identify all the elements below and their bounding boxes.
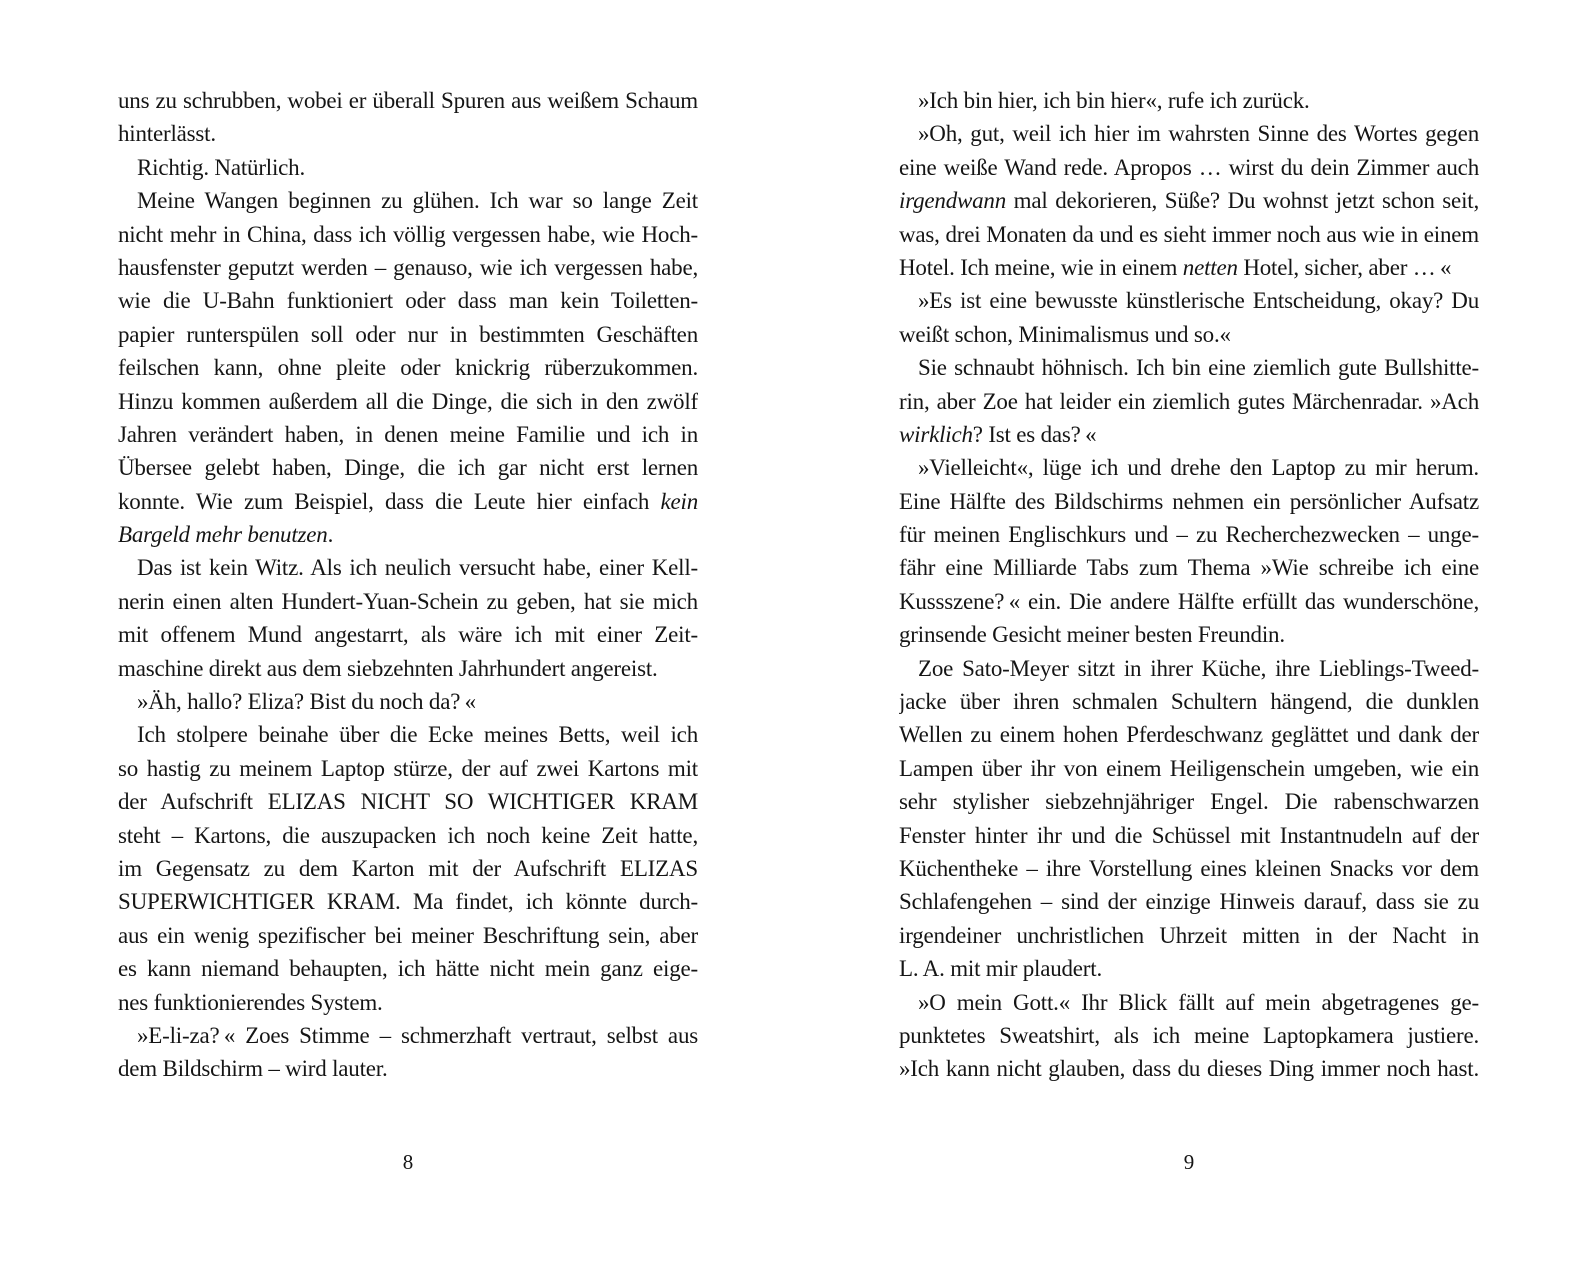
text-line: maschine direkt aus dem siebzehnten Jahrhundert angereist. [118,655,658,681]
text-line: Übersee gelebt haben, Dinge, die ich gar nicht erst lernen [118,455,698,481]
text-line: weißt schon, Minimalismus und so.« [899,321,1231,347]
text-line: feilschen kann, ohne pleite oder knickrig rüberzukommen. [118,355,698,381]
text-line: hinterlässt. [118,121,216,147]
text-line: für meinen Englischkurs und – zu Recherchezwecken – unge- [899,522,1479,548]
text-line: was, drei Monaten da und es sieht immer noch aus wie in einem [899,221,1479,247]
text-line: Kussszene? « ein. Die andere Hälfte erfüllt das wunderschöne, [899,588,1479,614]
right-page-number: 9 [1183,1150,1195,1174]
text-line: »Äh, hallo? Eliza? Bist du noch da? « [137,689,476,715]
text-line: konnte. Wie zum Beispiel, dass die Leute hier einfach kein [118,488,698,514]
text-line: rin, aber Zoe hat leider ein ziemlich gutes Märchenradar. »Ach [899,388,1479,414]
text-line: jacke über ihren schmalen Schultern hängend, die dunklen [899,689,1479,715]
text-line: Richtig. Natürlich. [137,154,306,180]
text-line: aus ein wenig spezifischer bei meiner Beschriftung sein, aber [118,922,698,948]
text-line: sehr stylisher siebzehnjähriger Engel. Die rabenschwarzen [899,789,1479,815]
text-line: Zoe Sato-Meyer sitzt in ihrer Küche, ihre Lieblings-Tweed- [918,655,1479,681]
text-line: uns zu schrubben, wobei er überall Spuren aus weißem Schaum [118,88,698,113]
text-line: Fenster hinter ihr und die Schüssel mit Instantnudeln auf der [899,822,1479,848]
text-line: Das ist kein Witz. Als ich neulich versucht habe, einer Kell- [137,555,698,581]
text-line: »E-li-za? « Zoes Stimme – schmerzhaft vertraut, selbst aus [137,1022,698,1048]
text-line: Hotel. Ich meine, wie in einem netten Hotel, sicher, aber … « [899,254,1452,280]
text-line: Küchentheke – ihre Vorstellung eines kleinen Snacks vor dem [899,855,1479,881]
text-line: hausfenster geputzt werden – genauso, wie ich vergessen habe, [118,254,698,280]
text-line: steht – Kartons, die auszupacken ich noch keine Zeit hatte, [118,822,698,848]
text-line: Ich stolpere beinahe über die Ecke meines Betts, weil ich [137,722,698,748]
text-line: nicht mehr in China, dass ich völlig vergessen habe, wie Hoch- [118,221,698,247]
text-line: eine weiße Wand rede. Apropos … wirst du dein Zimmer auch [899,154,1479,180]
text-line: Schlafengehen – sind der einzige Hinweis darauf, dass sie zu [899,889,1479,915]
text-line: mit offenem Mund angestarrt, als wäre ich mit einer Zeit- [118,622,698,648]
text-line: so hastig zu meinem Laptop stürze, der auf zwei Kartons mit [118,755,698,781]
text-line: »Ich bin hier, ich bin hier«, rufe ich zurück. [918,88,1310,113]
text-line: Hinzu kommen außerdem all die Dinge, die sich in den zwölf [118,388,698,414]
text-line: Wellen zu einem hohen Pferdeschwanz geglättet und dank der [899,722,1479,748]
text-line: Lampen über ihr von einem Heiligenschein umgeben, wie ein [899,755,1479,781]
text-line: grinsende Gesicht meiner besten Freundin. [899,622,1285,648]
text-line: »Ich kann nicht glauben, dass du dieses Ding immer noch hast. [899,1056,1479,1082]
left-page-number: 8 [402,1150,414,1174]
text-line: es kann niemand behaupten, ich hätte nicht mein ganz eige- [118,956,698,982]
text-line: Jahren verändert haben, in denen meine Familie und ich in [118,421,698,447]
text-line: wirklich? Ist es das? « [899,421,1097,447]
text-line: papier runterspülen soll oder nur in bestimmten Geschäften [118,321,698,347]
text-line: irgendwann mal dekorieren, Süße? Du wohnst jetzt schon seit, [899,188,1479,214]
text-line: wie die U-Bahn funktioniert oder dass man kein Toiletten- [118,288,698,314]
text-line: SUPERWICHTIGER KRAM. Ma findet, ich könnte durch- [118,889,698,915]
text-line: »O mein Gott.« Ihr Blick fällt auf mein abgetragenes ge- [918,989,1479,1015]
text-line: »Vielleicht«, lüge ich und drehe den Laptop zu mir herum. [918,455,1479,481]
text-line: Meine Wangen beginnen zu glühen. Ich war so lange Zeit [137,188,698,214]
text-line: »Es ist eine bewusste künstlerische Entscheidung, okay? Du [918,288,1479,314]
text-line: nerin einen alten Hundert-Yuan-Schein zu geben, hat sie mich [118,588,698,614]
text-line: nes funktionierendes System. [118,989,383,1015]
text-line: dem Bildschirm – wird lauter. [118,1056,388,1082]
text-line: Sie schnaubt höhnisch. Ich bin eine ziemlich gute Bullshitte- [918,355,1479,381]
text-line: im Gegensatz zu dem Karton mit der Aufschrift ELIZAS [118,855,698,881]
text-line: punktetes Sweatshirt, als ich meine Laptopkamera justiere. [899,1022,1479,1048]
text-line: Bargeld mehr benutzen. [118,522,334,548]
text-line: L. A. mit mir plaudert. [899,956,1103,982]
text-line: fähr eine Milliarde Tabs zum Thema »Wie schreibe ich eine [899,555,1479,581]
left-page-text-column [118,84,698,1086]
right-page-text-column [899,84,1479,1086]
text-line: »Oh, gut, weil ich hier im wahrsten Sinne des Wortes gegen [918,121,1479,147]
text-line: Eine Hälfte des Bildschirms nehmen ein persönlicher Aufsatz [899,488,1479,514]
text-line: der Aufschrift ELIZAS NICHT SO WICHTIGER KRAM [118,789,698,815]
text-line: irgendeiner unchristlichen Uhrzeit mitten in der Nacht in [899,922,1479,948]
